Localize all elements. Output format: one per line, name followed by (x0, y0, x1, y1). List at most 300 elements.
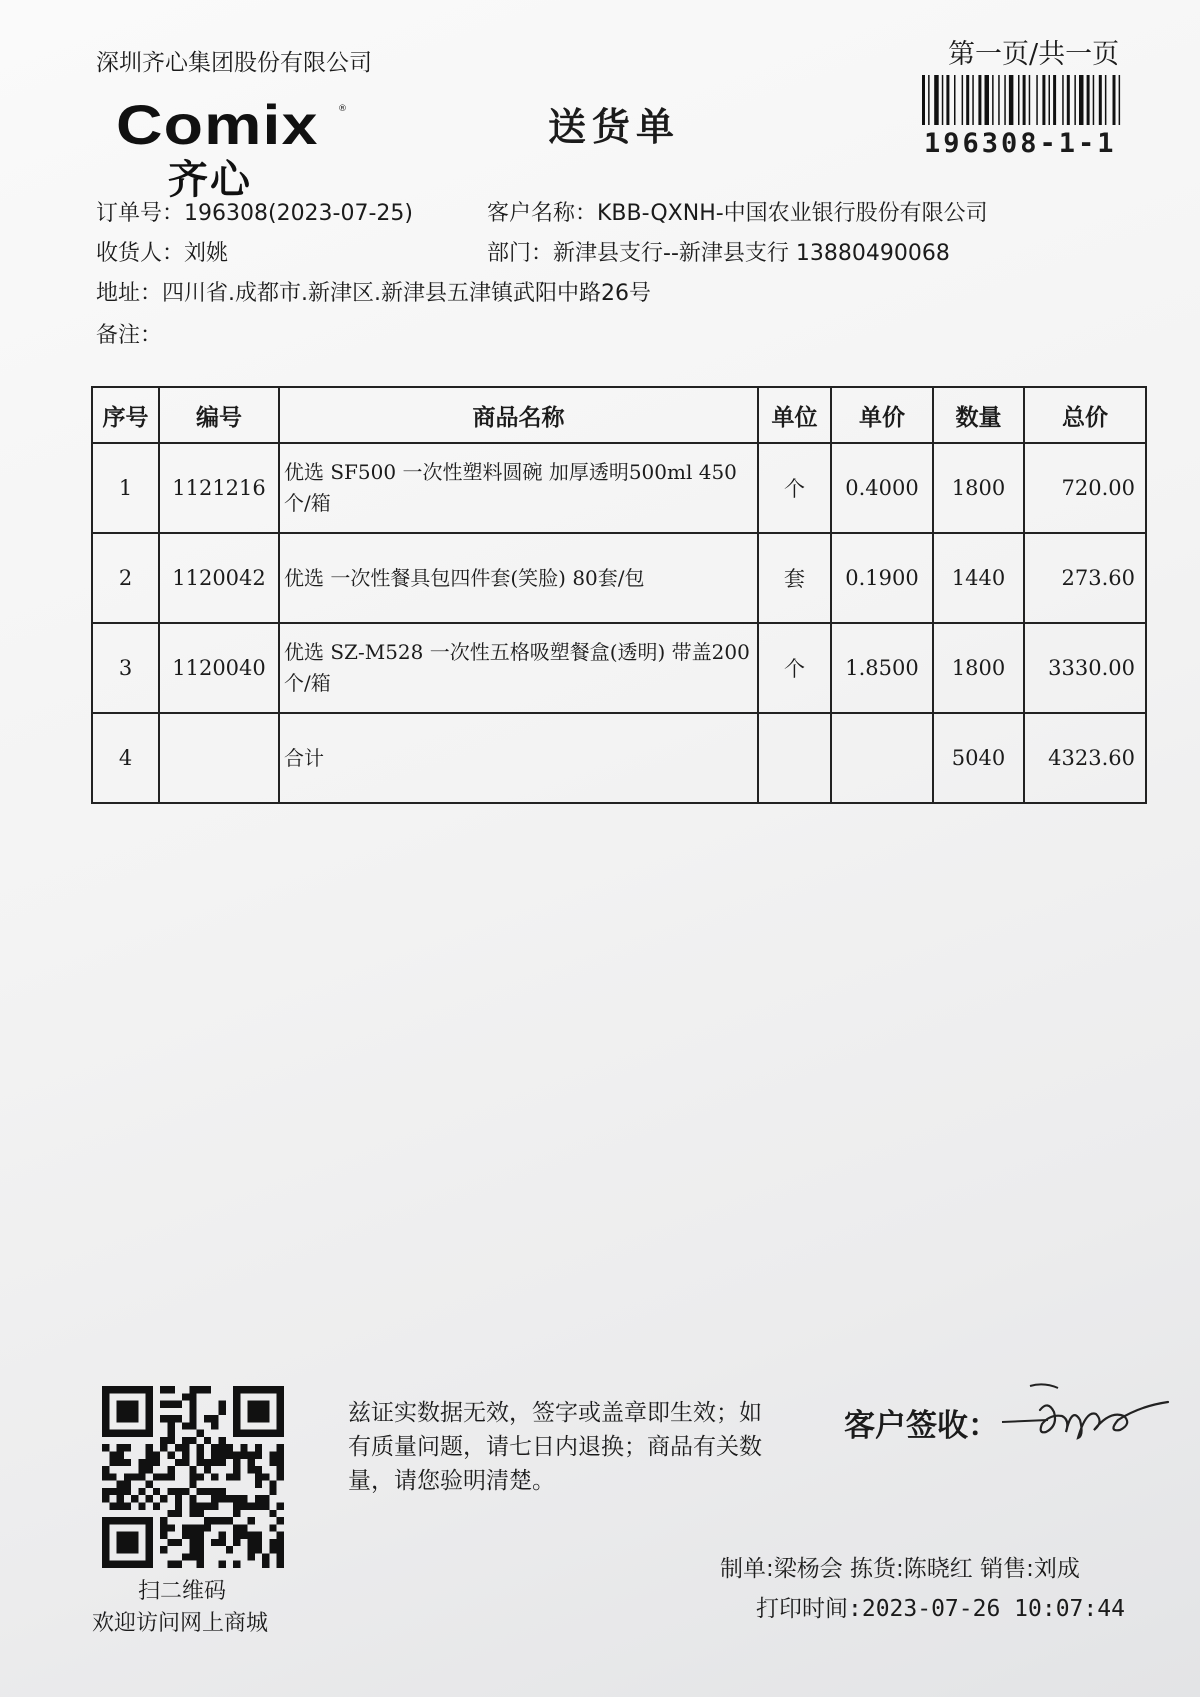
cell-seq: 4 (92, 713, 159, 803)
cell-quantity: 1800 (933, 623, 1024, 713)
header-unit-price: 单价 (831, 387, 933, 443)
qr-module (117, 1401, 124, 1408)
qr-module (240, 1444, 247, 1451)
qr-module (146, 1386, 153, 1393)
qr-module (226, 1546, 233, 1553)
qr-module (233, 1408, 240, 1415)
qr-module (124, 1546, 131, 1553)
qr-module (189, 1473, 196, 1480)
qr-module (175, 1510, 182, 1517)
qr-module (146, 1422, 153, 1429)
qr-module (262, 1401, 269, 1408)
header-quantity: 数量 (933, 387, 1024, 443)
cell-product-name: 优选 一次性餐具包四件套(笑脸) 80套/包 (279, 533, 758, 623)
qr-module (160, 1517, 167, 1524)
cell-grand-total: 4323.60 (1024, 713, 1146, 803)
qr-module (102, 1495, 109, 1502)
qr-module (189, 1495, 196, 1502)
qr-module (211, 1422, 218, 1429)
qr-module (269, 1524, 276, 1531)
cell-unit-price: 1.8500 (831, 623, 933, 713)
qr-module (102, 1393, 109, 1400)
qr-module (138, 1488, 145, 1495)
qr-module (277, 1553, 284, 1560)
qr-module (175, 1539, 182, 1546)
qr-module (153, 1452, 160, 1459)
qr-module (197, 1488, 204, 1495)
qr-module (197, 1502, 204, 1509)
qr-module (248, 1452, 255, 1459)
logo-comix: Comix (116, 93, 319, 156)
qr-module (211, 1415, 218, 1422)
qr-module (189, 1481, 196, 1488)
qr-module (146, 1466, 153, 1473)
qr-module (146, 1401, 153, 1408)
qr-module (226, 1517, 233, 1524)
qr-module (124, 1488, 131, 1495)
qr-module (255, 1430, 262, 1437)
qr-module (160, 1386, 167, 1393)
qr-module (168, 1415, 175, 1422)
qr-module (269, 1452, 276, 1459)
qr-module (248, 1517, 255, 1524)
qr-module (218, 1401, 225, 1408)
qr-module (175, 1495, 182, 1502)
qr-module (168, 1524, 175, 1531)
qr-module (138, 1473, 145, 1480)
qr-module (146, 1539, 153, 1546)
qr-module (255, 1408, 262, 1415)
qr-module (218, 1408, 225, 1415)
qr-module (109, 1430, 116, 1437)
items-table (91, 386, 1147, 804)
order-number: 订单号：196308(2023-07-25) (96, 201, 414, 226)
cell-unit-price (831, 713, 933, 803)
cell-unit: 个 (758, 443, 831, 533)
barcode-bar (1113, 75, 1116, 125)
qr-module (197, 1539, 204, 1546)
qr-module (153, 1488, 160, 1495)
qr-module (189, 1422, 196, 1429)
qr-module (124, 1502, 131, 1509)
qr-module (197, 1546, 204, 1553)
cell-seq: 3 (92, 623, 159, 713)
qr-module (182, 1488, 189, 1495)
qr-module (160, 1495, 167, 1502)
qr-module (255, 1539, 262, 1546)
qr-module (262, 1408, 269, 1415)
qr-module (204, 1524, 211, 1531)
qr-module (204, 1459, 211, 1466)
qr-module (197, 1510, 204, 1517)
qr-module (240, 1452, 247, 1459)
cell-unit (758, 713, 831, 803)
barcode-bar (954, 75, 956, 125)
print-time: 打印时间:2023-07-26 10:07:44 (756, 1596, 1125, 1622)
qr-module (233, 1459, 240, 1466)
qr-module (189, 1524, 196, 1531)
qr-module (109, 1517, 116, 1524)
qr-module (175, 1444, 182, 1451)
qr-module (262, 1502, 269, 1509)
qr-module (248, 1459, 255, 1466)
qr-module (168, 1488, 175, 1495)
qr-module (269, 1430, 276, 1437)
barcode-bar (978, 75, 981, 125)
barcode-bar (1004, 75, 1006, 125)
qr-module (255, 1401, 262, 1408)
qr-module (124, 1408, 131, 1415)
qr-module (138, 1466, 145, 1473)
qr-module (226, 1444, 233, 1451)
qr-module (124, 1459, 131, 1466)
qr-module (211, 1488, 218, 1495)
barcode-bar (1036, 75, 1038, 125)
qr-module (182, 1393, 189, 1400)
barcode-bar (962, 75, 964, 125)
qr-module (218, 1539, 225, 1546)
qr-module (226, 1452, 233, 1459)
qr-module (233, 1473, 240, 1480)
qr-module (269, 1481, 276, 1488)
qr-module (211, 1452, 218, 1459)
qr-module (197, 1430, 204, 1437)
qr-module (255, 1546, 262, 1553)
qr-module (102, 1546, 109, 1553)
qr-module (189, 1408, 196, 1415)
qr-module (204, 1415, 211, 1422)
qr-module (255, 1444, 262, 1451)
cell-code (159, 713, 279, 803)
qr-module (146, 1553, 153, 1560)
qr-module (277, 1546, 284, 1553)
barcode-bar (1049, 75, 1051, 125)
qr-module (197, 1452, 204, 1459)
qr-module (124, 1481, 131, 1488)
customer-signature-label: 客户签收： (844, 1408, 999, 1444)
qr-module (189, 1393, 196, 1400)
qr-module (168, 1561, 175, 1568)
qr-module (233, 1393, 240, 1400)
qr-module (233, 1524, 240, 1531)
qr-module (255, 1415, 262, 1422)
qr-module (262, 1473, 269, 1480)
qr-module (175, 1415, 182, 1422)
qr-module (131, 1539, 138, 1546)
header-unit: 单位 (758, 387, 831, 443)
document-title: 送货单 (548, 105, 681, 149)
header-code: 编号 (159, 387, 279, 443)
qr-module (168, 1422, 175, 1429)
qr-caption: 扫二维码 (138, 1579, 227, 1604)
qr-module (233, 1502, 240, 1509)
qr-module (168, 1539, 175, 1546)
qr-module (255, 1473, 262, 1480)
barcode-bar (946, 75, 949, 125)
header-product-name: 商品名称 (279, 387, 758, 443)
barcode-bar (1093, 75, 1095, 125)
qr-module (233, 1561, 240, 1568)
handwritten-signature (1000, 1380, 1170, 1450)
qr-module (168, 1386, 175, 1393)
qr-module (102, 1473, 109, 1480)
qr-module (124, 1415, 131, 1422)
qr-module (197, 1561, 204, 1568)
qr-module (160, 1415, 167, 1422)
qr-module (109, 1561, 116, 1568)
qr-module (233, 1401, 240, 1408)
qr-module (138, 1517, 145, 1524)
barcode-bar (942, 75, 944, 125)
qr-module (269, 1539, 276, 1546)
barcode-bar (934, 75, 939, 125)
qr-module (248, 1553, 255, 1560)
qr-module (262, 1495, 269, 1502)
qr-module (117, 1386, 124, 1393)
qr-module (124, 1532, 131, 1539)
qr-module (204, 1502, 211, 1509)
qr-module (262, 1386, 269, 1393)
cell-quantity: 1800 (933, 443, 1024, 533)
qr-module (168, 1430, 175, 1437)
qr-module (233, 1532, 240, 1539)
qr-module (204, 1386, 211, 1393)
qr-module (189, 1401, 196, 1408)
qr-module (131, 1473, 138, 1480)
qr-module (160, 1546, 167, 1553)
qr-module (124, 1539, 131, 1546)
table-row (92, 533, 1146, 623)
qr-module (226, 1473, 233, 1480)
qr-module (117, 1502, 124, 1509)
barcode-bar (1023, 75, 1026, 125)
cell-total: 273.60 (1024, 533, 1146, 623)
qr-module (117, 1415, 124, 1422)
qr-module (226, 1495, 233, 1502)
qr-module (138, 1430, 145, 1437)
qr-module (262, 1561, 269, 1568)
qr-module (182, 1452, 189, 1459)
qr-module (102, 1386, 109, 1393)
qr-module (211, 1444, 218, 1451)
qr-module (233, 1422, 240, 1429)
qr-code (102, 1386, 284, 1568)
qr-module (218, 1459, 225, 1466)
qr-module (102, 1532, 109, 1539)
barcode-bar (1062, 75, 1064, 125)
qr-module (117, 1452, 124, 1459)
cell-unit: 个 (758, 623, 831, 713)
qr-module (240, 1495, 247, 1502)
qr-module (117, 1459, 124, 1466)
qr-module (277, 1452, 284, 1459)
qr-module (160, 1437, 167, 1444)
qr-module (117, 1430, 124, 1437)
qr-module (182, 1437, 189, 1444)
qr-module (277, 1444, 284, 1451)
qr-module (218, 1488, 225, 1495)
qr-module (248, 1415, 255, 1422)
barcode-bar (1042, 75, 1045, 125)
qr-module (233, 1452, 240, 1459)
qr-module (109, 1473, 116, 1480)
qr-module (218, 1517, 225, 1524)
qr-module (240, 1524, 247, 1531)
qr-module (109, 1502, 116, 1509)
qr-module (102, 1539, 109, 1546)
qr-module (102, 1517, 109, 1524)
qr-module (189, 1386, 196, 1393)
qr-module (277, 1473, 284, 1480)
qr-module (255, 1495, 262, 1502)
table-row (92, 623, 1146, 713)
barcode-bar (1067, 75, 1070, 125)
qr-module (189, 1466, 196, 1473)
qr-module (255, 1481, 262, 1488)
qr-module (218, 1444, 225, 1451)
qr-module (131, 1517, 138, 1524)
qr-module (211, 1473, 218, 1480)
qr-module (189, 1532, 196, 1539)
qr-module (197, 1524, 204, 1531)
cell-code: 1120040 (159, 623, 279, 713)
qr-module (146, 1524, 153, 1531)
qr-module (117, 1539, 124, 1546)
qr-module (146, 1408, 153, 1415)
qr-module (102, 1561, 109, 1568)
cell-code: 1121216 (159, 443, 279, 533)
barcode-bar (1053, 75, 1056, 125)
qr-module (189, 1510, 196, 1517)
qr-module (102, 1444, 109, 1451)
qr-module (269, 1488, 276, 1495)
qr-module (153, 1459, 160, 1466)
qr-module (117, 1444, 124, 1451)
barcode-bar (1099, 75, 1102, 125)
qr-module (131, 1546, 138, 1553)
qr-module (160, 1444, 167, 1451)
company-name: 深圳齐心集团股份有限公司 (96, 50, 372, 76)
qr-module (124, 1444, 131, 1451)
barcode-bar (966, 75, 969, 125)
qr-module (102, 1488, 109, 1495)
qr-module (182, 1459, 189, 1466)
qr-module (168, 1466, 175, 1473)
staff-info: 制单:梁杨会 拣货:陈晓红 销售:刘成 (720, 1556, 1080, 1582)
qr-module (218, 1437, 225, 1444)
qr-module (233, 1430, 240, 1437)
qr-module (102, 1401, 109, 1408)
qr-module (146, 1430, 153, 1437)
qr-module (138, 1502, 145, 1509)
qr-module (277, 1393, 284, 1400)
qr-module (124, 1473, 131, 1480)
barcode-number: 196308-1-1 (924, 128, 1117, 159)
qr-subcaption: 欢迎访问网上商城 (92, 1611, 269, 1636)
qr-module (109, 1488, 116, 1495)
qr-module (211, 1495, 218, 1502)
qr-module (182, 1444, 189, 1451)
barcode-bar (928, 75, 930, 125)
qr-module (102, 1422, 109, 1429)
cell-total: 3330.00 (1024, 623, 1146, 713)
qr-module (189, 1502, 196, 1509)
barcode-bar (1018, 75, 1020, 125)
qr-module (131, 1401, 138, 1408)
qr-module (204, 1437, 211, 1444)
barcode (922, 75, 1144, 125)
table-row (92, 443, 1146, 533)
cell-total: 720.00 (1024, 443, 1146, 533)
cell-seq: 1 (92, 443, 159, 533)
barcode-bar (1009, 75, 1014, 125)
cell-quantity-total: 5040 (933, 713, 1024, 803)
qr-module (117, 1546, 124, 1553)
qr-module (277, 1532, 284, 1539)
qr-module (240, 1532, 247, 1539)
qr-module (182, 1532, 189, 1539)
qr-module (204, 1488, 211, 1495)
qr-module (248, 1502, 255, 1509)
barcode-bar (1119, 75, 1121, 125)
qr-module (189, 1415, 196, 1422)
qr-module (211, 1517, 218, 1524)
qr-module (168, 1437, 175, 1444)
barcode-bar (1079, 75, 1084, 125)
qr-module (277, 1386, 284, 1393)
qr-module (233, 1466, 240, 1473)
qr-module (131, 1532, 138, 1539)
qr-module (168, 1510, 175, 1517)
qr-module (131, 1415, 138, 1422)
qr-module (117, 1481, 124, 1488)
qr-module (153, 1502, 160, 1509)
qr-module (146, 1561, 153, 1568)
qr-module (153, 1473, 160, 1480)
qr-module (138, 1459, 145, 1466)
qr-module (117, 1488, 124, 1495)
qr-module (262, 1553, 269, 1560)
qr-module (248, 1408, 255, 1415)
barcode-bar (985, 75, 990, 125)
qr-module (197, 1444, 204, 1451)
qr-module (146, 1532, 153, 1539)
qr-module (160, 1524, 167, 1531)
qr-module (233, 1539, 240, 1546)
qr-module (102, 1415, 109, 1422)
barcode-bar (1029, 75, 1031, 125)
qr-module (211, 1502, 218, 1509)
qr-module (197, 1553, 204, 1560)
cell-total-label: 合计 (279, 713, 758, 803)
qr-module (269, 1459, 276, 1466)
qr-module (197, 1459, 204, 1466)
logo-chinese: 齐心 (168, 157, 252, 203)
qr-module (218, 1561, 225, 1568)
qr-module (175, 1488, 182, 1495)
qr-module (197, 1473, 204, 1480)
qr-module (248, 1386, 255, 1393)
qr-module (240, 1386, 247, 1393)
qr-module (277, 1459, 284, 1466)
qr-module (160, 1532, 167, 1539)
barcode-bar (1105, 75, 1107, 125)
cell-seq: 2 (92, 533, 159, 623)
qr-module (255, 1466, 262, 1473)
qr-module (102, 1524, 109, 1531)
qr-module (255, 1532, 262, 1539)
qr-module (109, 1452, 116, 1459)
